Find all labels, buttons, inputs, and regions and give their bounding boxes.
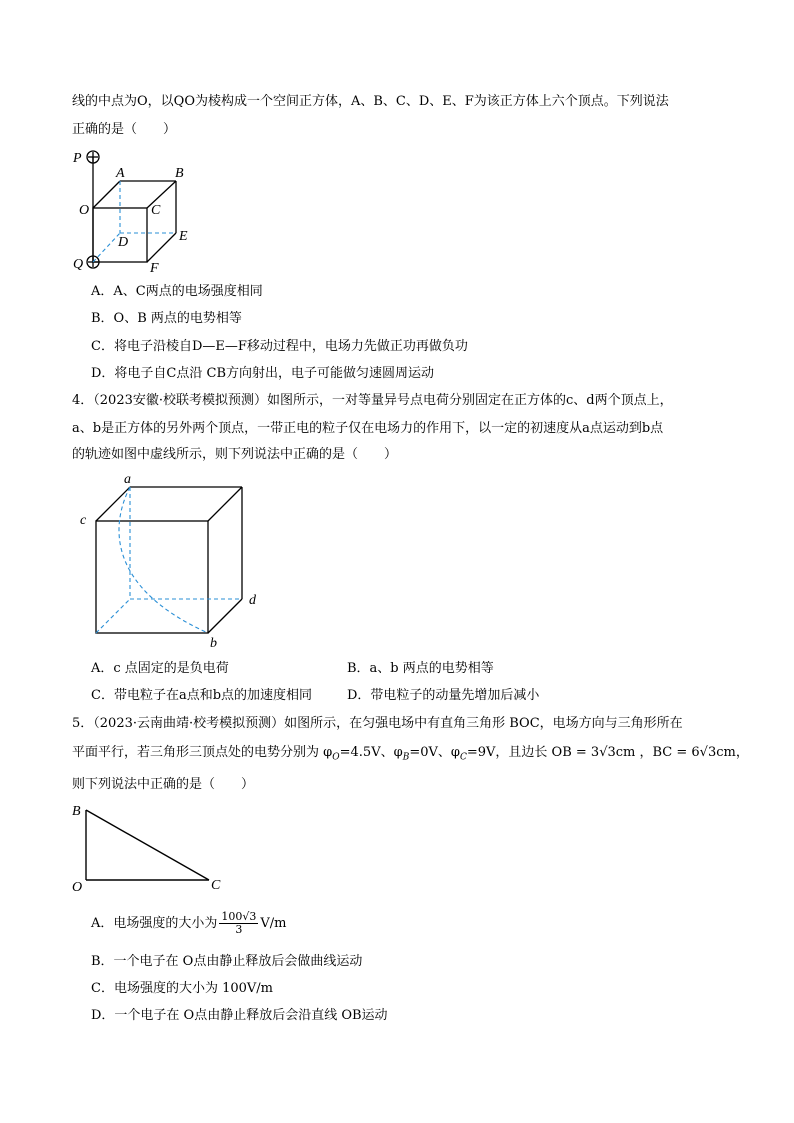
q5-option-a-numerator: 100√3 (221, 910, 257, 923)
q3-label-P: P (73, 151, 82, 166)
q5-option-a-fraction (219, 911, 258, 936)
q5-option-a-denominator: 3 (235, 923, 243, 936)
q3-label-O: O (79, 203, 90, 218)
q5-stem-line3: 则下列说法中正确的是（ ） (72, 777, 255, 792)
q3-label-D: D (118, 235, 129, 250)
q5-label-B: B (72, 804, 81, 819)
q4-label-c: c (80, 513, 87, 528)
q3-option-a: A．A、C两点的电场强度相同 (91, 284, 263, 299)
q4-option-c: C．带电粒子在a点和b点的加速度相同 (91, 688, 313, 703)
q5-sub-b: B (402, 752, 410, 763)
q5-sub-c: C (459, 752, 467, 763)
q5-sub-o: O (332, 752, 340, 763)
q4-label-a: a (124, 472, 131, 487)
q3-label-C: C (151, 203, 161, 218)
q3-option-c: C．将电子沿棱自D—E—F移动过程中，电场力先做正功再做负功 (91, 339, 468, 354)
q4-stem-line1: 4．（2023安徽·校联考模拟预测）如图所示，一对等量异号点电荷分别固定在正方体的c、d两个顶点上， (72, 393, 673, 408)
q4-option-b: B．a、b 两点的电势相等 (347, 661, 494, 676)
q4-stem-line3: 的轨迹如图中虚线所示，则下列说法中正确的是（ ） (72, 447, 398, 462)
q4-option-a: A．c 点固定的是负电荷 (91, 661, 229, 676)
q5-option-a-unit: V/m (260, 916, 287, 931)
q5-stem-line2-b: =4.5V、φ (339, 745, 403, 760)
q3-stem-line1: 线的中点为O，以QO为棱构成一个空间正方体，A、B、C、D、E、F为该正方体上六个顶点。下列说法 (72, 94, 669, 109)
q4-label-b: b (210, 636, 217, 651)
q3-label-B: B (175, 166, 184, 181)
q4-option-d: D．带电粒子的动量先增加后减小 (347, 688, 540, 703)
q5-stem-line2-d: =9V，且边长 OB = 3√3cm ，BC = 6√3cm， (466, 745, 749, 760)
q5-option-d: D．一个电子在 O点由静止释放后会沿直线 OB运动 (91, 1008, 388, 1023)
q5-stem-line1: 5．（2023·云南曲靖·校考模拟预测）如图所示，在匀强电场中有直角三角形 BOC，电场方向与三角形所在 (72, 716, 683, 731)
q3-option-d: D．将电子自C点沿 CB方向射出，电子可能做匀速圆周运动 (91, 366, 435, 381)
q4-stem-line2: a、b是正方体的另外两个顶点，一带正电的粒子仅在电场力的作用下，以一定的初速度从a点运动到b点 (72, 421, 664, 436)
q5-label-O: O (72, 880, 83, 895)
q3-label-Q: Q (73, 257, 84, 272)
q5-option-c: C．电场强度的大小为 100V/m (91, 981, 273, 996)
q3-option-b: B．O、B 两点的电势相等 (91, 311, 242, 326)
q5-option-a-prefix: A．电场强度的大小为 (91, 916, 218, 931)
q5-label-C: C (211, 878, 221, 893)
q5-stem-line2-c: =0V、φ (409, 745, 460, 760)
q5-option-b: B．一个电子在 O点由静止释放后会做曲线运动 (91, 954, 363, 969)
q3-label-F: F (150, 261, 159, 276)
q4-label-d: d (249, 593, 256, 608)
q5-stem-line2-a: 平面平行，若三角形三顶点处的电势分别为 φ (72, 745, 333, 760)
q3-label-E: E (179, 229, 188, 244)
q5-option-a (91, 909, 287, 939)
q3-stem-line2: 正确的是（ ） (72, 122, 177, 137)
q3-label-A: A (116, 166, 125, 181)
q5-stem-line2 (72, 744, 749, 767)
